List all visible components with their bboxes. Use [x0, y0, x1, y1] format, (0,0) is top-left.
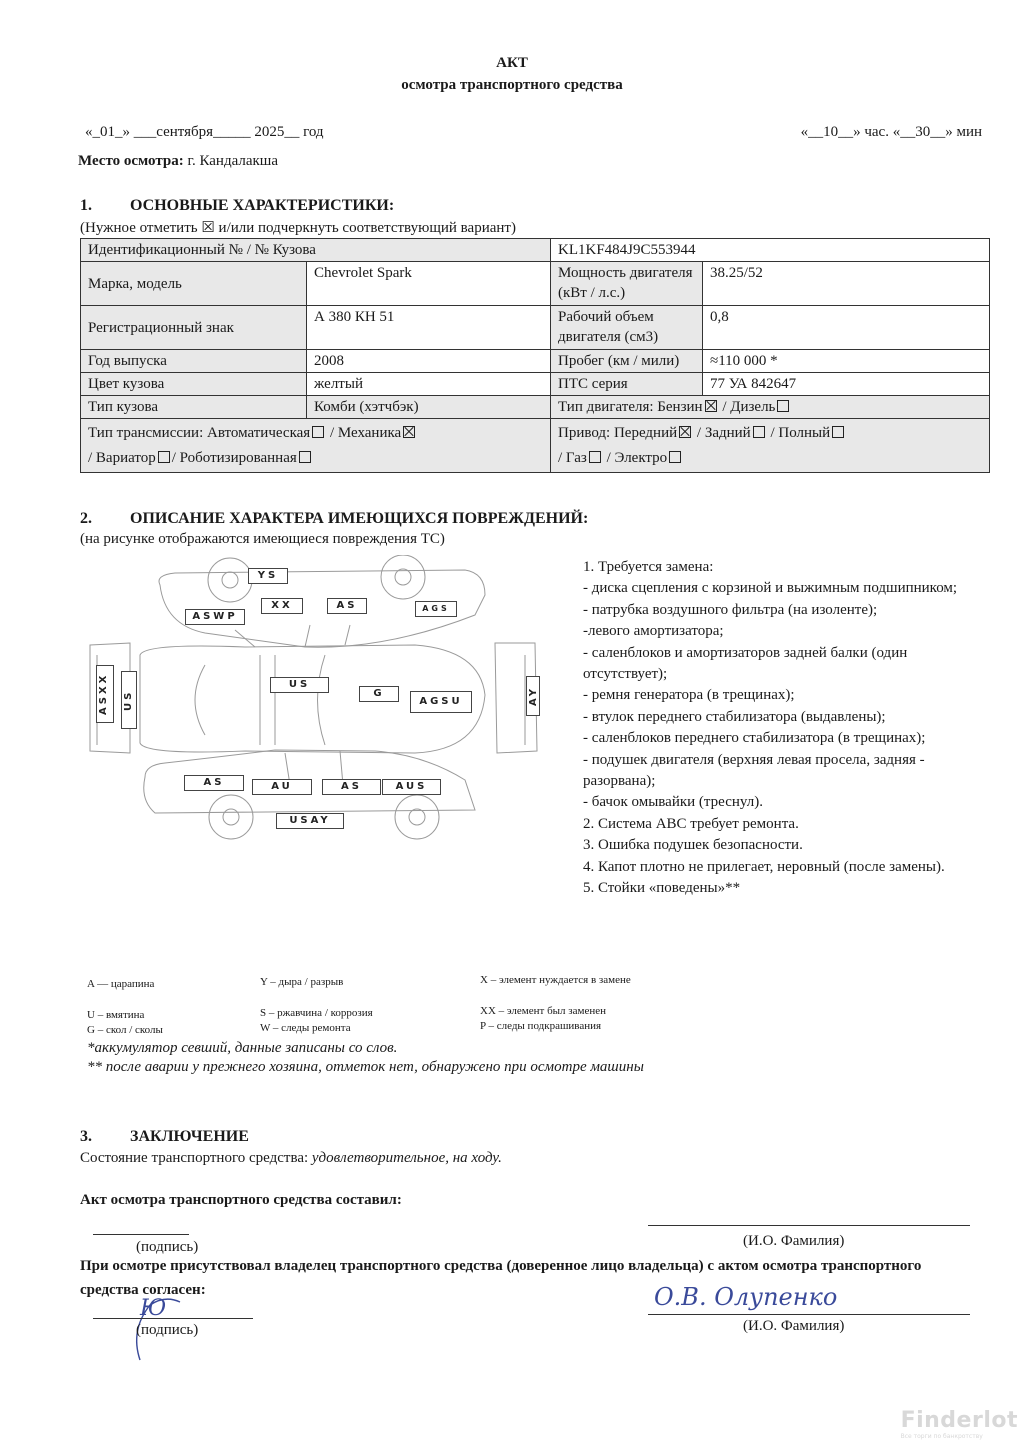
transmission-option-auto: Автоматическая — [206, 425, 311, 441]
engine-option-diesel: Дизель — [730, 399, 776, 415]
power-label: Мощность двигателя (кВт / л.с.) — [551, 262, 703, 306]
inspection-place — [78, 153, 278, 170]
table-row — [81, 396, 990, 419]
list-item: - бачок омывайки (треснул). — [583, 794, 763, 811]
damage-label-roof-top: YS — [248, 568, 288, 584]
place-label: Место осмотра: — [78, 153, 184, 169]
section1-heading — [80, 197, 394, 215]
section3-number: 3. — [80, 1128, 92, 1145]
damage-label-top-as: AS — [327, 598, 367, 614]
drive-option-full: Полный — [778, 425, 831, 441]
section2-title: ОПИСАНИЕ ХАРАКТЕРА ИМЕЮЩИХСЯ ПОВРЕЖДЕНИЙ: — [130, 510, 589, 527]
vin-value: KL1KF484J9C553944 — [551, 239, 990, 262]
list-item: - втулок переднего стабилизатора (выдавлены); — [583, 708, 886, 725]
volume-value: 0,8 — [703, 306, 990, 350]
list-item: - саленблоков переднего стабилизатора (в трещинах); — [583, 730, 926, 747]
reg-label: Регистрационный знак — [81, 306, 307, 350]
transmission-option-manual: Механика — [337, 425, 402, 441]
inspection-time: «__10__» час. «__30__» мин — [800, 124, 982, 140]
list-item: 5. Стойки «поведены»** — [583, 880, 741, 897]
body-value: Комби (хэтчбэк) — [307, 396, 551, 419]
condition-value: удовлетворительное, на ходу. — [311, 1150, 502, 1166]
damage-label-side-usay: USAY — [276, 813, 344, 829]
legend-g: G – скол / сколы — [87, 1024, 163, 1036]
damage-label-top-xx: XX — [261, 598, 303, 614]
mileage-value: ≈110 000 * — [703, 350, 990, 373]
condition-label: Состояние транспортного средства: — [80, 1150, 309, 1166]
make-label: Марка, модель — [81, 262, 307, 306]
legend-y: Y – дыра / разрыв — [260, 976, 344, 988]
table-row — [81, 262, 990, 306]
transmission-option-cvt: Вариатор — [95, 450, 156, 466]
document-title: АКТ — [496, 55, 528, 71]
transmission-option-robot: Роботизированная — [179, 450, 297, 466]
footnote-2: ** после аварии у прежнего хозяина, отметок нет, обнаружено при осмотре машины — [87, 1059, 644, 1075]
transmission-cell: Тип трансмиссии: Автоматическая / Механика / Вариатор / Роботизированная — [81, 419, 551, 473]
list-item: 3. Ошибка подушек безопасности. — [583, 837, 803, 854]
section3-heading — [80, 1128, 249, 1146]
damage-label-top-ags: AGS — [415, 601, 457, 617]
legend-a: A — царапина — [87, 978, 155, 990]
engine-type-cell: Тип двигателя: Бензин / Дизель — [551, 396, 990, 419]
checkbox-checked-icon[interactable] — [679, 426, 691, 438]
list-item: - патрубка воздушного фильтра (на изоленте); — [583, 601, 878, 618]
list-item: - подушек двигателя (верхняя левая просела, задняя - разорвана); — [583, 751, 925, 790]
drive-option-rear: Задний — [704, 425, 751, 441]
pts-label: ПТС серия — [551, 373, 703, 396]
volume-label: Рабочий объем двигателя (см3) — [551, 306, 703, 350]
transmission-label: Тип трансмиссии: — [88, 425, 204, 441]
damage-label-rear-us: US — [121, 671, 137, 729]
legend-p: P – следы подкрашивания — [480, 1020, 602, 1032]
signature-caption: (подпись) — [136, 1239, 199, 1255]
legend-xx: XX – элемент был заменен — [480, 1005, 607, 1017]
engine-type-label: Тип двигателя: — [558, 399, 654, 415]
characteristics-table — [80, 238, 990, 473]
name-caption: (И.О. Фамилия) — [743, 1233, 845, 1249]
table-row — [81, 419, 990, 473]
mileage-label: Пробег (км / мили) — [551, 350, 703, 373]
color-label: Цвет кузова — [81, 373, 307, 396]
drive-label: Привод: — [558, 425, 611, 441]
legend-u: U – вмятина — [87, 1009, 145, 1021]
legend-x: X – элемент нуждается в замене — [480, 974, 631, 986]
table-row — [81, 350, 990, 373]
damage-description-list — [583, 557, 988, 900]
owner-handwritten-signature: Ю — [140, 1296, 167, 1321]
color-value: желтый — [307, 373, 551, 396]
finderlot-watermark — [901, 1408, 1018, 1440]
checkbox-unchecked-icon[interactable] — [312, 426, 324, 438]
checkbox-checked-icon[interactable] — [403, 426, 415, 438]
drive-option-electric: Электро — [614, 450, 668, 466]
checkbox-unchecked-icon[interactable] — [669, 451, 681, 463]
owner-statement: При осмотре присутствовал владелец транспортного средства (доверенное лицо владельца) с актом осмотра транспортного средства согласен: — [80, 1258, 922, 1298]
reg-value: А 380 КН 51 — [307, 306, 551, 350]
table-row — [81, 306, 990, 350]
drive-cell: Привод: Передний / Задний / Полный / Газ / Электро — [551, 419, 990, 473]
damage-label-side-au: AU — [252, 779, 312, 795]
list-item: -левого амортизатора; — [583, 623, 724, 640]
checkbox-unchecked-icon[interactable] — [777, 400, 789, 412]
footnote-1: *аккумулятор севший, данные записаны со слов. — [87, 1040, 398, 1056]
list-item: 1. Требуется замена: — [583, 559, 714, 575]
inspection-date: «_01_» ___сентября_____ 2025__ год — [85, 124, 324, 140]
owner-signature-caption: (подпись) — [136, 1322, 199, 1338]
car-damage-diagram — [85, 555, 560, 840]
table-row — [81, 239, 990, 262]
composed-by-label: Акт осмотра транспортного средства составил: — [80, 1192, 402, 1208]
list-item: - ремня генератора (в трещинах); — [583, 687, 795, 704]
document-subtitle: осмотра транспортного средства — [401, 77, 623, 93]
damage-label-front-ay: AY — [526, 676, 540, 716]
power-value: 38.25/52 — [703, 262, 990, 306]
owner-name-caption: (И.О. Фамилия) — [743, 1318, 845, 1334]
section2-heading — [80, 510, 588, 528]
damage-label-plan-roof: US — [270, 677, 329, 693]
damage-label-plan-hood: AGSU — [410, 691, 472, 713]
pts-value: 77 УА 842647 — [703, 373, 990, 396]
checkbox-unchecked-icon[interactable] — [832, 426, 844, 438]
year-value: 2008 — [307, 350, 551, 373]
list-item: - саленблоков и амортизаторов задней балки (один отсутствует); — [583, 644, 908, 683]
owner-signature-line[interactable] — [93, 1318, 253, 1319]
section1-note: (Нужное отметить ☒ и/или подчеркнуть соответствующий вариант) — [80, 220, 516, 236]
watermark-brand: Finderlot — [900, 1408, 1018, 1433]
name-line[interactable] — [648, 1225, 970, 1226]
list-item: - диска сцепления с корзиной и выжимным подшипником; — [583, 580, 958, 597]
damage-label-side-as-front: AS — [322, 779, 381, 795]
checkbox-unchecked-icon[interactable] — [589, 451, 601, 463]
legend-s: S – ржавчина / коррозия — [260, 1007, 373, 1019]
drive-option-front: Передний — [613, 425, 678, 441]
damage-label-rear-asxx: ASXX — [96, 665, 114, 723]
damage-label-side-aus: AUS — [382, 779, 441, 795]
engine-option-petrol: Бензин — [657, 399, 703, 415]
checkbox-unchecked-icon[interactable] — [299, 451, 311, 463]
table-row — [81, 373, 990, 396]
checkbox-unchecked-icon[interactable] — [753, 426, 765, 438]
section1-number: 1. — [80, 197, 92, 214]
section2-number: 2. — [80, 510, 92, 527]
list-item: 4. Капот плотно не прилегает, неровный (после замены). — [583, 858, 945, 875]
owner-handwritten-name: О.В. Олупенко — [654, 1283, 838, 1311]
year-label: Год выпуска — [81, 350, 307, 373]
car-outline-icon — [85, 555, 560, 840]
section3-title: ЗАКЛЮЧЕНИЕ — [130, 1128, 249, 1145]
damage-label-plan-g: G — [359, 686, 399, 702]
owner-name-line[interactable] — [648, 1314, 970, 1315]
section2-note: (на рисунке отображаются имеющиеся повреждения ТС) — [80, 531, 445, 547]
legend-w: W – следы ремонта — [260, 1022, 351, 1034]
vin-label: Идентификационный № / № Кузова — [81, 239, 551, 262]
section1-title: ОСНОВНЫЕ ХАРАКТЕРИСТИКИ: — [130, 197, 395, 214]
drive-option-gas: Газ — [565, 450, 587, 466]
place-value: г. Кандалакша — [187, 153, 279, 169]
signature-line[interactable] — [93, 1234, 189, 1235]
watermark-tagline: Все торги по банкротству — [900, 1433, 983, 1440]
checkbox-checked-icon[interactable] — [705, 400, 717, 412]
list-item: 2. Система АВС требует ремонта. — [583, 815, 799, 832]
make-value: Chevrolet Spark — [307, 262, 551, 306]
body-label: Тип кузова — [81, 396, 307, 419]
checkbox-unchecked-icon[interactable] — [158, 451, 170, 463]
vehicle-condition — [80, 1150, 502, 1167]
damage-label-top-aswp: ASWP — [185, 609, 245, 625]
damage-label-side-as-rear: AS — [184, 775, 244, 791]
